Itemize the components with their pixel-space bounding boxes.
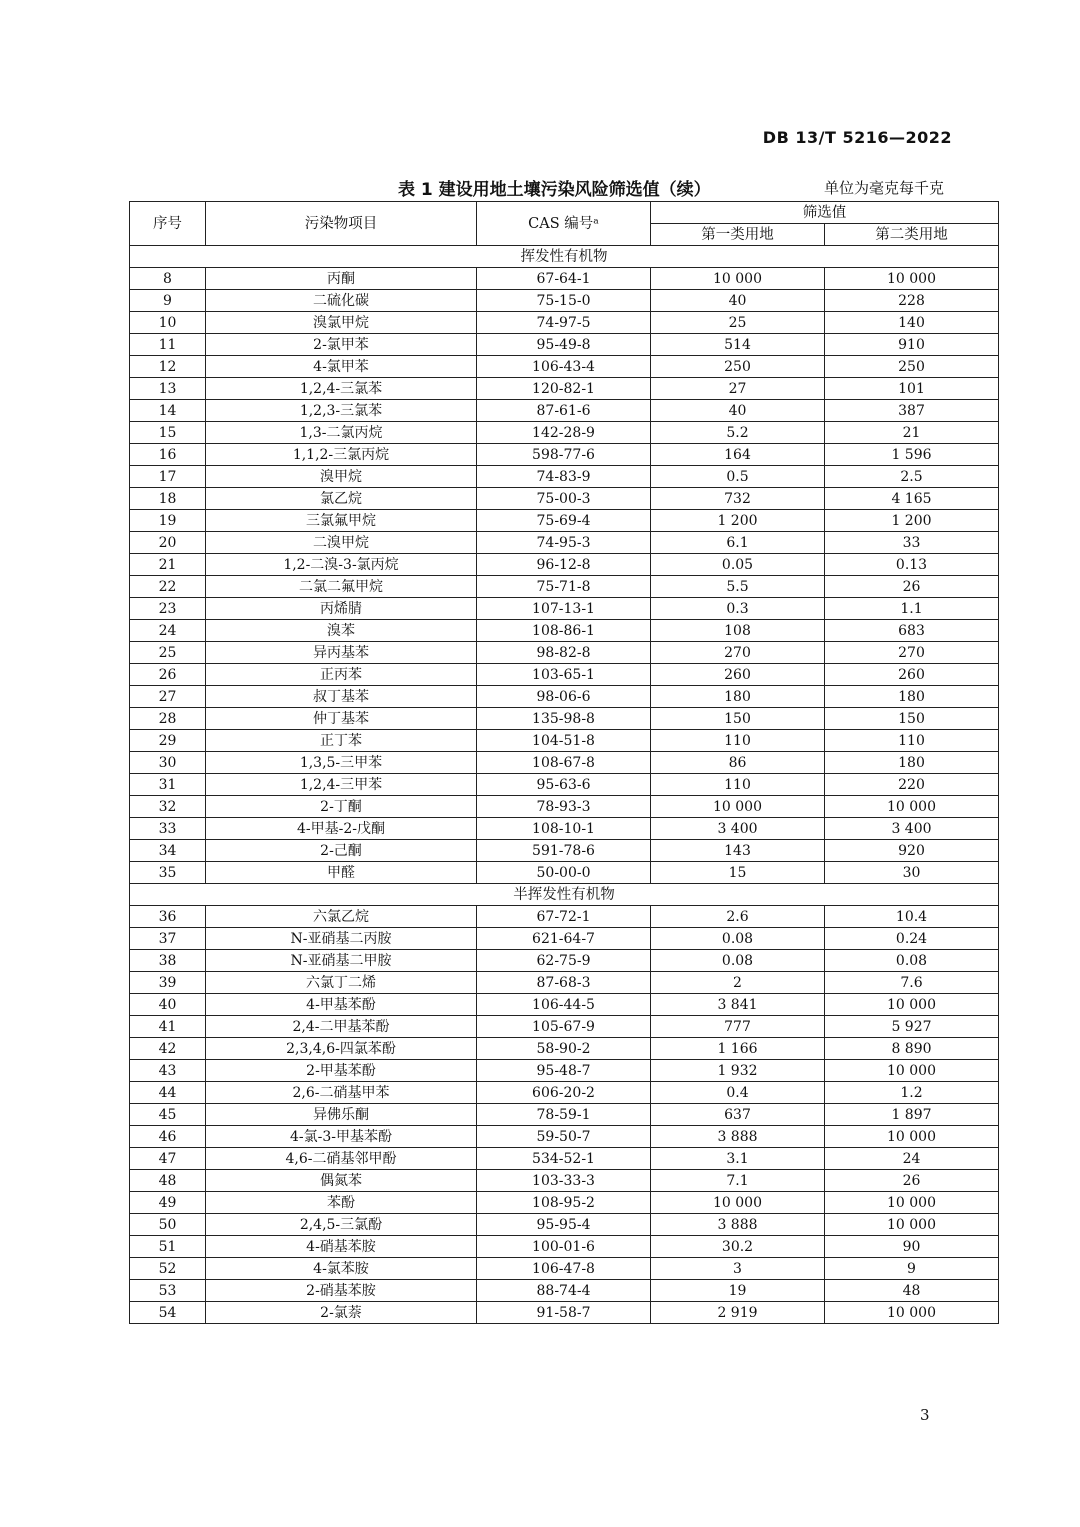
cell-item: 2-氯甲苯 <box>206 334 477 356</box>
table-row <box>130 1302 999 1324</box>
cell-item: 2-丁酮 <box>206 796 477 818</box>
table-row <box>130 730 999 752</box>
cell-class2: 30 <box>825 862 999 884</box>
table-row <box>130 818 999 840</box>
cell-class1: 2 <box>651 972 825 994</box>
cell-cas: 103-33-3 <box>477 1170 651 1192</box>
cell-cas: 103-65-1 <box>477 664 651 686</box>
header-item: 污染物项目 <box>206 202 477 246</box>
cell-cas: 95-48-7 <box>477 1060 651 1082</box>
table-row <box>130 400 999 422</box>
cell-cas: 88-74-4 <box>477 1280 651 1302</box>
table-row <box>130 378 999 400</box>
cell-seq: 14 <box>130 400 206 422</box>
cell-seq: 37 <box>130 928 206 950</box>
cell-item: 二溴甲烷 <box>206 532 477 554</box>
cell-item: 偶氮苯 <box>206 1170 477 1192</box>
cell-class1: 15 <box>651 862 825 884</box>
cell-cas: 74-97-5 <box>477 312 651 334</box>
cell-class1: 2 919 <box>651 1302 825 1324</box>
cell-class1: 150 <box>651 708 825 730</box>
cell-cas: 98-82-8 <box>477 642 651 664</box>
cell-class1: 40 <box>651 400 825 422</box>
cell-seq: 23 <box>130 598 206 620</box>
cell-class2: 10 000 <box>825 1192 999 1214</box>
cell-seq: 41 <box>130 1016 206 1038</box>
table-row <box>130 1016 999 1038</box>
header-seq: 序号 <box>130 202 206 246</box>
cell-seq: 42 <box>130 1038 206 1060</box>
cell-cas: 91-58-7 <box>477 1302 651 1324</box>
cell-class1: 2.6 <box>651 906 825 928</box>
cell-class2: 10 000 <box>825 796 999 818</box>
cell-item: 溴氯甲烷 <box>206 312 477 334</box>
table-row <box>130 862 999 884</box>
cell-class1: 110 <box>651 774 825 796</box>
cell-cas: 75-69-4 <box>477 510 651 532</box>
cell-seq: 29 <box>130 730 206 752</box>
cell-class2: 140 <box>825 312 999 334</box>
cell-class1: 1 200 <box>651 510 825 532</box>
cell-cas: 591-78-6 <box>477 840 651 862</box>
cell-class2: 10 000 <box>825 268 999 290</box>
cell-class2: 5 927 <box>825 1016 999 1038</box>
cell-cas: 58-90-2 <box>477 1038 651 1060</box>
cell-cas: 75-00-3 <box>477 488 651 510</box>
cell-seq: 35 <box>130 862 206 884</box>
cell-cas: 621-64-7 <box>477 928 651 950</box>
cell-class1: 0.3 <box>651 598 825 620</box>
cell-item: 1,3-二氯丙烷 <box>206 422 477 444</box>
cell-class1: 19 <box>651 1280 825 1302</box>
cell-item: 1,2,4-三氯苯 <box>206 378 477 400</box>
cell-item: 1,2-二溴-3-氯丙烷 <box>206 554 477 576</box>
cell-cas: 598-77-6 <box>477 444 651 466</box>
cell-item: 正丁苯 <box>206 730 477 752</box>
cell-class2: 0.24 <box>825 928 999 950</box>
cell-cas: 95-63-6 <box>477 774 651 796</box>
table-row <box>130 554 999 576</box>
cell-class1: 3 400 <box>651 818 825 840</box>
cell-class2: 10 000 <box>825 994 999 1016</box>
cell-cas: 95-95-4 <box>477 1214 651 1236</box>
table-row <box>130 1060 999 1082</box>
cell-item: 丙酮 <box>206 268 477 290</box>
cell-seq: 13 <box>130 378 206 400</box>
cell-seq: 36 <box>130 906 206 928</box>
cell-seq: 9 <box>130 290 206 312</box>
cell-item: 异佛乐酮 <box>206 1104 477 1126</box>
cell-class1: 514 <box>651 334 825 356</box>
cell-item: 二氯二氟甲烷 <box>206 576 477 598</box>
cell-seq: 27 <box>130 686 206 708</box>
cell-class2: 101 <box>825 378 999 400</box>
cell-cas: 78-59-1 <box>477 1104 651 1126</box>
cell-seq: 25 <box>130 642 206 664</box>
cell-class1: 180 <box>651 686 825 708</box>
table-row <box>130 950 999 972</box>
cell-seq: 32 <box>130 796 206 818</box>
cell-seq: 15 <box>130 422 206 444</box>
document-code: DB 13/T 5216—2022 <box>762 128 952 147</box>
cell-item: 1,2,4-三甲苯 <box>206 774 477 796</box>
cell-class1: 3 888 <box>651 1126 825 1148</box>
cell-class2: 180 <box>825 686 999 708</box>
cell-item: N-亚硝基二丙胺 <box>206 928 477 950</box>
cell-cas: 67-64-1 <box>477 268 651 290</box>
cell-item: 正丙苯 <box>206 664 477 686</box>
cell-class1: 108 <box>651 620 825 642</box>
table-row <box>130 334 999 356</box>
cell-item: 2,4,5-三氯酚 <box>206 1214 477 1236</box>
table-row <box>130 840 999 862</box>
header-class2: 第二类用地 <box>825 224 999 246</box>
table-row <box>130 972 999 994</box>
table-row <box>130 356 999 378</box>
table-row <box>130 642 999 664</box>
cell-class2: 1 200 <box>825 510 999 532</box>
table-row <box>130 708 999 730</box>
cell-seq: 43 <box>130 1060 206 1082</box>
cell-class2: 150 <box>825 708 999 730</box>
cell-cas: 75-71-8 <box>477 576 651 598</box>
cell-item: 4-氯-3-甲基苯酚 <box>206 1126 477 1148</box>
cell-cas: 106-47-8 <box>477 1258 651 1280</box>
cell-class1: 164 <box>651 444 825 466</box>
cell-seq: 44 <box>130 1082 206 1104</box>
cell-class1: 3 841 <box>651 994 825 1016</box>
cell-class2: 90 <box>825 1236 999 1258</box>
cell-class1: 0.05 <box>651 554 825 576</box>
table-row <box>130 620 999 642</box>
cell-item: 氯乙烷 <box>206 488 477 510</box>
cell-item: N-亚硝基二甲胺 <box>206 950 477 972</box>
cell-class2: 4 165 <box>825 488 999 510</box>
cell-cas: 104-51-8 <box>477 730 651 752</box>
cell-seq: 53 <box>130 1280 206 1302</box>
cell-seq: 11 <box>130 334 206 356</box>
cell-class2: 0.08 <box>825 950 999 972</box>
cell-item: 异丙基苯 <box>206 642 477 664</box>
cell-cas: 62-75-9 <box>477 950 651 972</box>
header-class1: 第一类用地 <box>651 224 825 246</box>
cell-class2: 250 <box>825 356 999 378</box>
cell-item: 溴甲烷 <box>206 466 477 488</box>
table-row <box>130 928 999 950</box>
cell-class1: 777 <box>651 1016 825 1038</box>
cell-class2: 10 000 <box>825 1214 999 1236</box>
section-row <box>130 884 999 906</box>
cell-class1: 0.5 <box>651 466 825 488</box>
cell-seq: 17 <box>130 466 206 488</box>
cell-cas: 534-52-1 <box>477 1148 651 1170</box>
cell-seq: 20 <box>130 532 206 554</box>
cell-item: 叔丁基苯 <box>206 686 477 708</box>
cell-seq: 46 <box>130 1126 206 1148</box>
table-row <box>130 268 999 290</box>
table-row <box>130 1236 999 1258</box>
table-row <box>130 774 999 796</box>
cell-class2: 1 897 <box>825 1104 999 1126</box>
cell-seq: 18 <box>130 488 206 510</box>
cell-seq: 39 <box>130 972 206 994</box>
cell-item: 2,6-二硝基甲苯 <box>206 1082 477 1104</box>
cell-seq: 10 <box>130 312 206 334</box>
cell-class1: 10 000 <box>651 268 825 290</box>
cell-seq: 28 <box>130 708 206 730</box>
cell-seq: 24 <box>130 620 206 642</box>
cell-class2: 1 596 <box>825 444 999 466</box>
cell-seq: 19 <box>130 510 206 532</box>
cell-item: 4-氯甲苯 <box>206 356 477 378</box>
cell-seq: 52 <box>130 1258 206 1280</box>
cell-class1: 637 <box>651 1104 825 1126</box>
cell-class1: 10 000 <box>651 1192 825 1214</box>
cell-class1: 1 932 <box>651 1060 825 1082</box>
cell-class2: 9 <box>825 1258 999 1280</box>
cell-item: 1,2,3-三氯苯 <box>206 400 477 422</box>
cell-cas: 120-82-1 <box>477 378 651 400</box>
table-row <box>130 1038 999 1060</box>
cell-cas: 78-93-3 <box>477 796 651 818</box>
section-title: 半挥发性有机物 <box>130 884 999 906</box>
cell-class1: 0.4 <box>651 1082 825 1104</box>
table-row <box>130 576 999 598</box>
cell-cas: 59-50-7 <box>477 1126 651 1148</box>
cell-class2: 10 000 <box>825 1060 999 1082</box>
cell-class2: 683 <box>825 620 999 642</box>
cell-class1: 86 <box>651 752 825 774</box>
cell-item: 六氯丁二烯 <box>206 972 477 994</box>
cell-class1: 1 166 <box>651 1038 825 1060</box>
cell-class1: 3.1 <box>651 1148 825 1170</box>
cell-seq: 34 <box>130 840 206 862</box>
table-row <box>130 1148 999 1170</box>
cell-class2: 110 <box>825 730 999 752</box>
cell-cas: 107-13-1 <box>477 598 651 620</box>
table-row <box>130 532 999 554</box>
cell-class1: 0.08 <box>651 950 825 972</box>
cell-class2: 1.2 <box>825 1082 999 1104</box>
cell-class1: 7.1 <box>651 1170 825 1192</box>
cell-item: 三氯氟甲烷 <box>206 510 477 532</box>
cell-item: 1,1,2-三氯丙烷 <box>206 444 477 466</box>
cell-item: 丙烯腈 <box>206 598 477 620</box>
cell-seq: 51 <box>130 1236 206 1258</box>
unit-note: 单位为毫克每千克 <box>824 179 945 197</box>
cell-class2: 920 <box>825 840 999 862</box>
cell-class1: 143 <box>651 840 825 862</box>
table-row <box>130 422 999 444</box>
cell-cas: 100-01-6 <box>477 1236 651 1258</box>
cell-class1: 3 888 <box>651 1214 825 1236</box>
cell-item: 溴苯 <box>206 620 477 642</box>
cell-item: 甲醛 <box>206 862 477 884</box>
cell-item: 2,3,4,6-四氯苯酚 <box>206 1038 477 1060</box>
section-title: 挥发性有机物 <box>130 246 999 268</box>
cell-seq: 22 <box>130 576 206 598</box>
table-row <box>130 1170 999 1192</box>
cell-class2: 10.4 <box>825 906 999 928</box>
cell-seq: 21 <box>130 554 206 576</box>
cell-class2: 26 <box>825 1170 999 1192</box>
table-row <box>130 1258 999 1280</box>
table-row <box>130 1126 999 1148</box>
cell-item: 2-硝基苯胺 <box>206 1280 477 1302</box>
cell-class1: 270 <box>651 642 825 664</box>
section-row <box>130 246 999 268</box>
cell-class2: 1.1 <box>825 598 999 620</box>
cell-class1: 732 <box>651 488 825 510</box>
cell-seq: 49 <box>130 1192 206 1214</box>
cell-cas: 108-10-1 <box>477 818 651 840</box>
cell-class1: 30.2 <box>651 1236 825 1258</box>
cell-item: 2-己酮 <box>206 840 477 862</box>
cell-cas: 96-12-8 <box>477 554 651 576</box>
cell-class1: 5.2 <box>651 422 825 444</box>
table-row <box>130 290 999 312</box>
cell-cas: 67-72-1 <box>477 906 651 928</box>
cell-class1: 3 <box>651 1258 825 1280</box>
cell-cas: 106-44-5 <box>477 994 651 1016</box>
cell-cas: 87-68-3 <box>477 972 651 994</box>
cell-item: 4-硝基苯胺 <box>206 1236 477 1258</box>
cell-class1: 6.1 <box>651 532 825 554</box>
cell-seq: 45 <box>130 1104 206 1126</box>
table-row <box>130 994 999 1016</box>
cell-class2: 270 <box>825 642 999 664</box>
table-row <box>130 312 999 334</box>
cell-seq: 33 <box>130 818 206 840</box>
cell-class1: 40 <box>651 290 825 312</box>
cell-class2: 10 000 <box>825 1302 999 1324</box>
cell-class2: 220 <box>825 774 999 796</box>
cell-cas: 108-67-8 <box>477 752 651 774</box>
cell-seq: 50 <box>130 1214 206 1236</box>
table-row <box>130 664 999 686</box>
table-row <box>130 466 999 488</box>
cell-item: 二硫化碳 <box>206 290 477 312</box>
cell-cas: 75-15-0 <box>477 290 651 312</box>
cell-seq: 26 <box>130 664 206 686</box>
table-row <box>130 1192 999 1214</box>
cell-cas: 50-00-0 <box>477 862 651 884</box>
cell-cas: 135-98-8 <box>477 708 651 730</box>
cell-class2: 7.6 <box>825 972 999 994</box>
cell-seq: 12 <box>130 356 206 378</box>
cell-cas: 95-49-8 <box>477 334 651 356</box>
cell-seq: 54 <box>130 1302 206 1324</box>
table-row <box>130 906 999 928</box>
cell-class2: 10 000 <box>825 1126 999 1148</box>
cell-class2: 48 <box>825 1280 999 1302</box>
table-row <box>130 1280 999 1302</box>
table-row <box>130 598 999 620</box>
cell-cas: 106-43-4 <box>477 356 651 378</box>
header-cas: CAS 编号ᵃ <box>477 202 651 246</box>
cell-class1: 10 000 <box>651 796 825 818</box>
cell-class2: 3 400 <box>825 818 999 840</box>
table-row <box>130 510 999 532</box>
cell-cas: 105-67-9 <box>477 1016 651 1038</box>
cell-cas: 108-95-2 <box>477 1192 651 1214</box>
cell-class1: 5.5 <box>651 576 825 598</box>
cell-class2: 260 <box>825 664 999 686</box>
cell-seq: 31 <box>130 774 206 796</box>
cell-item: 4-氯苯胺 <box>206 1258 477 1280</box>
cell-item: 仲丁基苯 <box>206 708 477 730</box>
table-row <box>130 1082 999 1104</box>
cell-class2: 180 <box>825 752 999 774</box>
cell-seq: 30 <box>130 752 206 774</box>
cell-class2: 33 <box>825 532 999 554</box>
cell-class2: 910 <box>825 334 999 356</box>
table-row <box>130 444 999 466</box>
cell-class1: 0.08 <box>651 928 825 950</box>
cell-item: 苯酚 <box>206 1192 477 1214</box>
cell-class2: 26 <box>825 576 999 598</box>
cell-item: 2-氯萘 <box>206 1302 477 1324</box>
cell-cas: 108-86-1 <box>477 620 651 642</box>
cell-class2: 8 890 <box>825 1038 999 1060</box>
cell-cas: 142-28-9 <box>477 422 651 444</box>
table-row <box>130 1104 999 1126</box>
cell-class1: 250 <box>651 356 825 378</box>
cell-item: 2-甲基苯酚 <box>206 1060 477 1082</box>
cell-class1: 260 <box>651 664 825 686</box>
cell-class2: 0.13 <box>825 554 999 576</box>
cell-seq: 38 <box>130 950 206 972</box>
cell-item: 4,6-二硝基邻甲酚 <box>206 1148 477 1170</box>
table-title: 表 1 建设用地土壤污染风险筛选值（续） <box>398 180 711 200</box>
cell-class2: 24 <box>825 1148 999 1170</box>
cell-item: 六氯乙烷 <box>206 906 477 928</box>
cell-class2: 387 <box>825 400 999 422</box>
header-screening: 筛选值 <box>651 202 999 224</box>
table-row <box>130 752 999 774</box>
screening-values-table <box>129 201 999 1324</box>
cell-class2: 2.5 <box>825 466 999 488</box>
cell-seq: 40 <box>130 994 206 1016</box>
cell-cas: 87-61-6 <box>477 400 651 422</box>
page-number: 3 <box>920 1406 930 1424</box>
cell-class1: 27 <box>651 378 825 400</box>
cell-seq: 16 <box>130 444 206 466</box>
cell-cas: 98-06-6 <box>477 686 651 708</box>
cell-cas: 606-20-2 <box>477 1082 651 1104</box>
cell-cas: 74-95-3 <box>477 532 651 554</box>
cell-class1: 25 <box>651 312 825 334</box>
cell-class2: 21 <box>825 422 999 444</box>
cell-seq: 47 <box>130 1148 206 1170</box>
cell-seq: 48 <box>130 1170 206 1192</box>
cell-item: 1,3,5-三甲苯 <box>206 752 477 774</box>
cell-item: 4-甲基苯酚 <box>206 994 477 1016</box>
cell-item: 4-甲基-2-戊酮 <box>206 818 477 840</box>
table-row <box>130 488 999 510</box>
table-row <box>130 796 999 818</box>
cell-cas: 74-83-9 <box>477 466 651 488</box>
table-row <box>130 1214 999 1236</box>
cell-seq: 8 <box>130 268 206 290</box>
table-body <box>130 246 999 1324</box>
cell-item: 2,4-二甲基苯酚 <box>206 1016 477 1038</box>
cell-class2: 228 <box>825 290 999 312</box>
cell-class1: 110 <box>651 730 825 752</box>
table-row <box>130 686 999 708</box>
